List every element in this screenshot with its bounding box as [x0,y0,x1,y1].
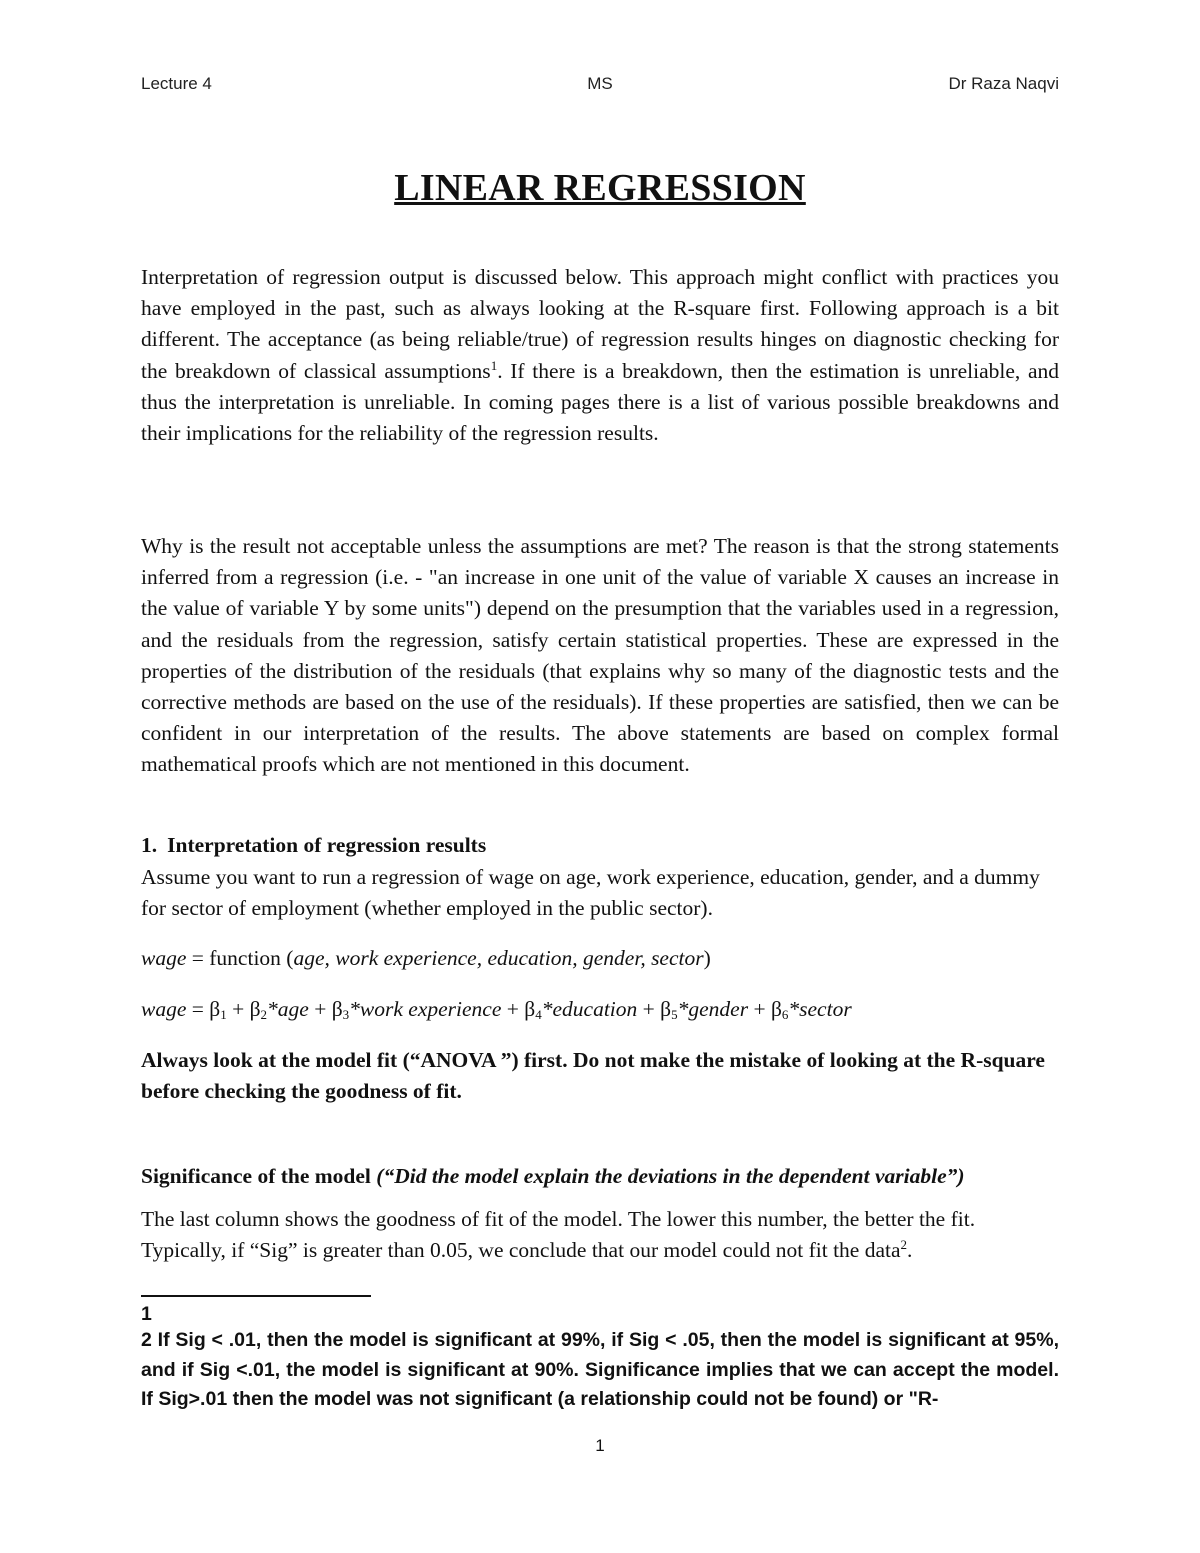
eq2-sub: 3 [342,1007,350,1022]
intro-text-cont: . If there is a breakdown, then the estimation is unreliable, and thus the interpretation is unreliable. In coming pages there is a list of various possible breakdowns and their implications for the reliability of the regression results. [141,358,1060,446]
footnote-1: 1 [141,1303,152,1325]
section-text: Assume you want to run a regression of wage on age, work experience, education, gender, and a dummy for sector of employment (whether employed in the public sector). [141,865,1040,921]
section-heading [141,830,1059,861]
footnote-divider [141,1295,371,1297]
footnote-ref-2[interactable]: 2 [900,1237,908,1253]
eq2-term: + β [501,997,536,1021]
significance-title: Significance of the model [141,1164,377,1188]
eq2-var: *sector [788,997,852,1021]
significance-text [141,1204,1059,1266]
eq2-lhs: wage [141,997,187,1021]
eq2-sub: 4 [535,1007,542,1022]
eq2-term: + β [637,997,672,1021]
eq2-var: *work experience [349,997,502,1021]
significance-end: . [907,1238,913,1263]
eq2-sub: 1 [220,1007,227,1022]
eq2-term: + β [308,997,343,1021]
eq2-var: *age [267,997,309,1021]
significance-heading [141,1161,1059,1192]
eq1-args: age, work experience, education, gender, sector [293,946,704,970]
eq2-term: = β [186,997,221,1021]
header-author: Dr Raza Naqvi [948,74,1059,93]
eq2-term: + β [226,997,261,1021]
header-lecture: Lecture 4 [141,74,212,93]
eq2-var: *education [541,997,638,1021]
function-equation [141,943,1059,974]
eq2-sub: 5 [671,1007,678,1022]
significance-subtitle: (“Did the model explain the deviations in the dependent variable”) [376,1164,965,1188]
anova-emphasis: Always look at the model fit (“ANOVA ”) first. Do not make the mistake of looking at the R-square before checking the goodness of fit. [141,1048,1045,1104]
assumptions-paragraph: Why is the result not acceptable unless the assumptions are met? The reason is that the strong statements inferred from a regression (i.e. - "an increase in one unit of the value of variable X causes an increase in the value of variable Y by some units") depend on the presumption that the variables used in a regression, and the residuals from the regression, satisfy certain statistical properties. These are expressed in the properties of the distribution of the residuals (that explains why so many of the diagnostic tests and the corrective methods are based on the use of the residuals). If these properties are satisfied, then we can be confident in our interpretation of the results. The above statements are based on complex formal mathematical proofs which are not mentioned in this document. [141,534,1059,777]
eq2-sub: 6 [781,1007,789,1022]
section-title: Interpretation of regression results [167,833,487,857]
page-number: 1 [595,1436,605,1455]
header-course: MS [587,74,613,93]
footnote-ref-1[interactable]: 1 [490,357,498,373]
intro-text: Interpretation of regression output is discussed below. This approach might conflict with practices you have employed in the past, such as always looking at the R-square first. Following approach is a bit different. The acceptance (as being reliable/true) of regression results hinges on diagnostic checking for the breakdown of classical assumptions [141,265,1059,383]
intro-paragraph [141,262,1059,449]
footnote-2: 2 If Sig < .01, then the model is significant at 99%, if Sig < .05, then the model is significant at 95%, and if Sig <.01, the model is significant at 90%. Significance implies that we can accept the model. If Sig>.01 then the model was not significant (a relationship could not be found) or "R- [141,1329,1059,1410]
eq2-var: *gender [677,997,749,1021]
eq1-eq: = function ( [186,946,294,970]
regression-equation [141,994,1059,1030]
eq2-sub: 2 [260,1007,268,1022]
page-title: LINEAR REGRESSION [394,167,806,209]
significance-body: The last column shows the goodness of fit of the model. The lower this number, the better the fit. Typically, if “Sig” is greater than 0.05, we conclude that our model could not fit the data [141,1207,976,1263]
eq1-close: ) [703,946,711,970]
eq2-term: + β [748,997,782,1021]
eq1-lhs: wage [141,946,187,970]
section-number: 1. [141,833,158,857]
